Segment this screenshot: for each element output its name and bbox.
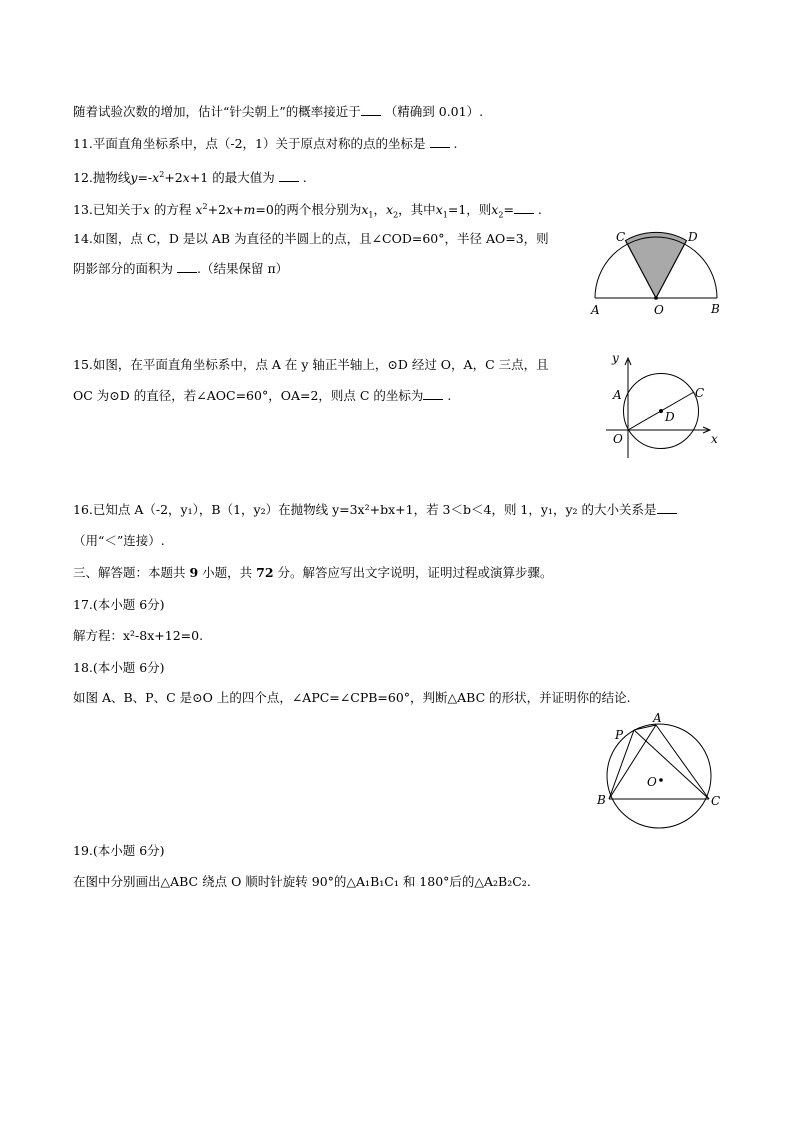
q11-text: 11.平面直角坐标系中，点（-2，1）关于原点对称的点的坐标是 xyxy=(73,136,426,151)
q12-part: =- xyxy=(137,170,153,186)
answer-blank xyxy=(514,202,534,214)
q19-head xyxy=(73,843,165,859)
center-o-dot xyxy=(654,296,658,300)
q12-part: 12.抛物线 xyxy=(73,170,131,186)
q15-after: . xyxy=(447,388,452,403)
q13-part: =1，则 xyxy=(447,202,492,218)
q13-var: x xyxy=(142,202,150,218)
q13-part: 的方程 xyxy=(149,202,196,218)
q15-line-2 xyxy=(73,388,451,404)
answer-blank xyxy=(279,170,299,182)
q17-head xyxy=(73,597,165,613)
q17-head-text: 17.(本小题 6分) xyxy=(73,597,165,612)
q13-part: ， xyxy=(373,202,387,218)
figure-18-inscribed-quad xyxy=(592,708,732,836)
q13-part: =0的两个根分别为 xyxy=(255,202,362,218)
label-y: y xyxy=(612,351,619,365)
label-c: C xyxy=(616,230,626,244)
q12-var: x xyxy=(182,170,190,186)
q14-after: .（结果保留 π） xyxy=(197,261,289,276)
q11-line xyxy=(73,136,457,152)
superscript: 2 xyxy=(159,170,165,179)
answer-blank xyxy=(361,104,381,116)
q13-var: x xyxy=(435,202,443,218)
section3-part: 分。解答应写出文字说明，证明过程或演算步骤。 xyxy=(273,565,553,580)
section-3-heading xyxy=(73,565,553,581)
chord-pc xyxy=(634,730,709,799)
label-b: B xyxy=(597,793,606,807)
label-a: A xyxy=(653,711,662,725)
superscript: 2 xyxy=(202,202,208,211)
q12-var: x xyxy=(152,170,160,186)
q14-line-1 xyxy=(73,231,549,247)
label-o: O xyxy=(613,432,623,446)
label-x: x xyxy=(711,432,718,446)
q18-head xyxy=(73,660,165,676)
q11-after: . xyxy=(453,136,458,151)
center-d-dot xyxy=(659,409,663,413)
q17-body xyxy=(73,628,203,644)
figure-15-coordinate-circle xyxy=(598,350,728,462)
q18-body xyxy=(73,690,631,706)
q13-var: x xyxy=(361,202,369,218)
label-d: D xyxy=(665,410,675,424)
section3-score: 72 xyxy=(256,565,274,580)
q14-line-2 xyxy=(73,261,288,277)
q19-head-text: 19.(本小题 6分) xyxy=(73,843,165,858)
section3-part: 三、解答题：本题共 xyxy=(73,565,190,580)
q16-line-2 xyxy=(73,533,165,549)
label-p: P xyxy=(615,728,624,742)
section3-count: 9 xyxy=(189,565,199,580)
label-d: D xyxy=(688,230,698,244)
answer-blank xyxy=(177,261,197,273)
q13-part: 13.已知关于 xyxy=(73,202,143,218)
figure-14-semicircle xyxy=(585,225,730,320)
label-c: C xyxy=(695,386,705,400)
q13-var: x xyxy=(195,202,203,218)
q18-head-text: 18.(本小题 6分) xyxy=(73,660,165,675)
q12-part: +2 xyxy=(164,170,183,186)
section3-part: 小题，共 xyxy=(198,565,257,580)
label-a: A xyxy=(591,303,600,317)
q12-after: . xyxy=(302,170,307,186)
q13-after: . xyxy=(537,202,542,218)
q16-line-1 xyxy=(73,502,677,518)
label-o: O xyxy=(647,775,657,789)
center-o-dot xyxy=(659,778,663,782)
q13-var: x xyxy=(386,202,394,218)
q15-text-1: 15.如图，在平面直角坐标系中，点 A 在 y 轴正半轴上，⊙D 经过 O，A，C 三点，且 xyxy=(73,357,549,372)
q10-tail-line xyxy=(73,104,483,120)
answer-blank xyxy=(430,136,450,148)
q10-tail-text: 随着试验次数的增加，估计“针尖朝上”的概率接近于 xyxy=(73,104,361,119)
q16-text-1: 16.已知点 A（-2，y₁），B（1，y₂）在抛物线 y=3x²+bx+1，若 3＜b＜4，则 1，y₁，y₂ 的大小关系是 xyxy=(73,502,657,517)
q17-body-text: 解方程：x²-8x+12=0. xyxy=(73,628,204,643)
subscript: 2 xyxy=(393,210,399,220)
q12-var: y xyxy=(130,170,138,186)
q13-var: x xyxy=(226,202,234,218)
q13-part: + xyxy=(233,202,244,218)
q13-part: = xyxy=(503,202,514,218)
answer-blank xyxy=(657,502,677,514)
q19-body-text: 在图中分别画出△ABC 绕点 O 顺时针旋转 90°的△A₁B₁C₁ 和 180°后的△A₂B₂C₂. xyxy=(73,874,531,889)
q13-var: x xyxy=(491,202,499,218)
answer-blank xyxy=(423,388,443,400)
q15-line-1 xyxy=(73,357,549,373)
q14-text-1: 14.如图，点 C，D 是以 AB 为直径的半圆上的点，且∠COD=60°，半径 AO=3，则 xyxy=(73,231,549,246)
label-b: B xyxy=(711,302,720,316)
q13-line xyxy=(73,199,542,224)
q12-line xyxy=(73,167,307,186)
subscript: 1 xyxy=(368,210,374,220)
side-ac xyxy=(656,725,709,799)
shaded-sector xyxy=(626,232,687,298)
label-a: A xyxy=(613,388,622,402)
q14-text-2: 阴影部分的面积为 xyxy=(73,261,174,276)
q13-var: m xyxy=(243,202,256,218)
q16-text-2: （用“＜”连接）. xyxy=(73,533,165,548)
q10-tail-after: （精确到 0.01）. xyxy=(384,104,484,119)
subscript: 2 xyxy=(498,210,504,220)
q18-body-text: 如图 A、B、P、C 是⊙O 上的四个点，∠APC=∠CPB=60°，判断△ABC 的形状，并证明你的结论. xyxy=(73,690,631,705)
q13-part: ，其中 xyxy=(398,202,436,218)
q13-part: +2 xyxy=(207,202,226,218)
q12-part: +1 的最大值为 xyxy=(189,170,275,186)
label-o: O xyxy=(654,303,664,317)
label-c: C xyxy=(711,794,721,808)
subscript: 1 xyxy=(442,210,448,220)
q15-text-2: OC 为⊙D 的直径，若∠AOC=60°，OA=2，则点 C 的坐标为 xyxy=(73,388,424,403)
q19-body xyxy=(73,874,531,890)
